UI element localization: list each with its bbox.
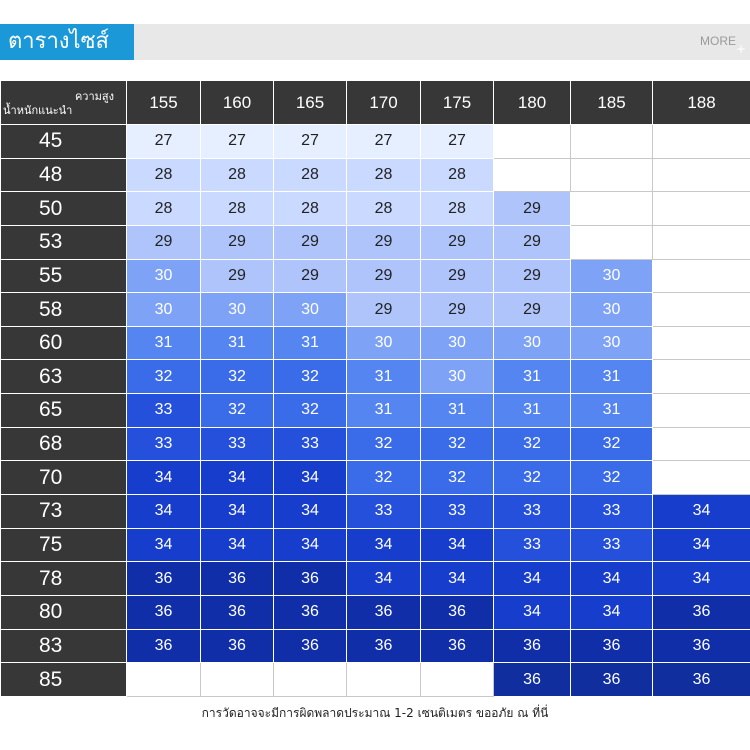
empty-cell: [653, 360, 750, 394]
table-row: [1, 192, 750, 226]
plus-icon[interactable]: +: [735, 42, 747, 56]
page-title: ตารางไซส์: [0, 24, 134, 60]
size-cell: 32: [421, 427, 494, 461]
size-cell: 34: [347, 528, 421, 562]
size-cell: 31: [421, 394, 494, 428]
size-cell: 33: [274, 427, 347, 461]
size-cell: 34: [494, 562, 571, 596]
size-cell: 34: [653, 495, 750, 529]
size-cell: 33: [571, 528, 653, 562]
size-cell: 29: [347, 259, 421, 293]
weight-cell: 53: [1, 225, 127, 259]
weight-cell: 48: [1, 158, 127, 192]
size-cell: 36: [347, 629, 421, 663]
size-cell: 34: [201, 528, 274, 562]
size-cell: 29: [274, 259, 347, 293]
weight-cell: 55: [1, 259, 127, 293]
size-cell: 29: [127, 225, 201, 259]
size-cell: 32: [274, 394, 347, 428]
size-cell: 32: [274, 360, 347, 394]
table-row: [1, 562, 750, 596]
size-cell: 33: [494, 528, 571, 562]
size-cell: 34: [274, 495, 347, 529]
size-cell: 32: [347, 461, 421, 495]
weight-cell: 83: [1, 629, 127, 663]
weight-cell: 58: [1, 293, 127, 327]
size-cell: 36: [494, 663, 571, 697]
size-cell: 31: [494, 394, 571, 428]
table-row: [1, 427, 750, 461]
weight-cell: 70: [1, 461, 127, 495]
size-cell: 34: [571, 595, 653, 629]
size-cell: 30: [571, 326, 653, 360]
weight-cell: 85: [1, 663, 127, 697]
size-cell: 36: [201, 595, 274, 629]
size-cell: 36: [421, 595, 494, 629]
table-row: [1, 225, 750, 259]
empty-cell: [274, 663, 347, 697]
size-cell: 36: [127, 562, 201, 596]
size-cell: 27: [201, 125, 274, 159]
height-header: 185: [571, 81, 653, 125]
size-cell: 36: [347, 595, 421, 629]
size-cell: 36: [421, 629, 494, 663]
size-cell: 28: [421, 192, 494, 226]
height-header: 188: [653, 81, 750, 125]
size-cell: 34: [274, 461, 347, 495]
size-cell: 30: [571, 259, 653, 293]
empty-cell: [571, 125, 653, 159]
empty-cell: [127, 663, 201, 697]
size-cell: 31: [201, 326, 274, 360]
size-cell: 36: [274, 562, 347, 596]
size-cell: 36: [127, 595, 201, 629]
empty-cell: [653, 192, 750, 226]
more-link[interactable]: MORE: [700, 34, 736, 48]
size-cell: 30: [571, 293, 653, 327]
size-cell: 33: [347, 495, 421, 529]
size-cell: 36: [201, 562, 274, 596]
table-row: [1, 158, 750, 192]
size-cell: 29: [421, 259, 494, 293]
size-cell: 34: [347, 562, 421, 596]
empty-cell: [653, 225, 750, 259]
table-row: [1, 326, 750, 360]
size-cell: 29: [347, 225, 421, 259]
size-cell: 32: [347, 427, 421, 461]
size-cell: 36: [127, 629, 201, 663]
size-cell: 31: [274, 326, 347, 360]
table-row: [1, 595, 750, 629]
weight-cell: 63: [1, 360, 127, 394]
page-header: [0, 24, 750, 62]
size-cell: 30: [421, 360, 494, 394]
height-header: 175: [421, 81, 494, 125]
size-cell: 32: [127, 360, 201, 394]
size-cell: 32: [571, 427, 653, 461]
size-cell: 31: [494, 360, 571, 394]
table-row: [1, 360, 750, 394]
height-header: 160: [201, 81, 274, 125]
weight-cell: 73: [1, 495, 127, 529]
size-cell: 29: [494, 259, 571, 293]
size-cell: 29: [494, 293, 571, 327]
height-header-row: [1, 81, 750, 125]
table-row: [1, 629, 750, 663]
size-cell: 29: [494, 192, 571, 226]
size-cell: 30: [494, 326, 571, 360]
size-cell: 28: [201, 158, 274, 192]
size-cell: 36: [201, 629, 274, 663]
empty-cell: [571, 225, 653, 259]
weight-cell: 65: [1, 394, 127, 428]
size-cell: 29: [274, 225, 347, 259]
weight-axis-label: น้ำหนักแนะนำ: [3, 105, 73, 117]
empty-cell: [494, 158, 571, 192]
size-cell: 27: [127, 125, 201, 159]
size-cell: 34: [127, 528, 201, 562]
empty-cell: [653, 394, 750, 428]
size-cell: 30: [201, 293, 274, 327]
size-cell: 31: [347, 360, 421, 394]
empty-cell: [653, 259, 750, 293]
table-row: [1, 528, 750, 562]
size-cell: 28: [201, 192, 274, 226]
weight-cell: 68: [1, 427, 127, 461]
empty-cell: [571, 158, 653, 192]
weight-cell: 75: [1, 528, 127, 562]
empty-cell: [201, 663, 274, 697]
size-cell: 28: [347, 192, 421, 226]
size-cell: 33: [571, 495, 653, 529]
size-cell: 29: [201, 259, 274, 293]
size-cell: 33: [421, 495, 494, 529]
size-cell: 27: [421, 125, 494, 159]
size-cell: 29: [494, 225, 571, 259]
size-cell: 34: [274, 528, 347, 562]
size-cell: 27: [347, 125, 421, 159]
table-row: [1, 663, 750, 697]
size-cell: 34: [201, 461, 274, 495]
size-cell: 28: [274, 158, 347, 192]
empty-cell: [421, 663, 494, 697]
empty-cell: [653, 326, 750, 360]
table-row: [1, 394, 750, 428]
size-cell: 28: [274, 192, 347, 226]
size-cell: 30: [127, 259, 201, 293]
height-axis-label: ความสูง: [74, 91, 114, 103]
weight-cell: 45: [1, 125, 127, 159]
size-cell: 32: [571, 461, 653, 495]
size-cell: 36: [653, 629, 750, 663]
footnote: การวัดอาจจะมีการผิดพลาดประมาณ 1-2 เซนติเมตร ขออภัย ณ ที่นี่: [201, 706, 549, 720]
weight-cell: 50: [1, 192, 127, 226]
size-cell: 33: [127, 394, 201, 428]
size-cell: 28: [421, 158, 494, 192]
table-row: [1, 259, 750, 293]
height-header: 170: [347, 81, 421, 125]
size-cell: 36: [653, 595, 750, 629]
size-chart-table: [0, 80, 750, 697]
empty-cell: [347, 663, 421, 697]
size-cell: 30: [347, 326, 421, 360]
size-cell: 33: [127, 427, 201, 461]
size-cell: 32: [494, 461, 571, 495]
size-cell: 34: [494, 595, 571, 629]
height-header: 180: [494, 81, 571, 125]
size-cell: 28: [127, 158, 201, 192]
size-cell: 34: [127, 495, 201, 529]
table-row: [1, 293, 750, 327]
size-cell: 36: [653, 663, 750, 697]
empty-cell: [494, 125, 571, 159]
weight-cell: 80: [1, 595, 127, 629]
size-cell: 36: [571, 663, 653, 697]
size-cell: 31: [571, 394, 653, 428]
size-cell: 32: [421, 461, 494, 495]
size-cell: 30: [421, 326, 494, 360]
height-header: 155: [127, 81, 201, 125]
table-row: [1, 125, 750, 159]
weight-cell: 60: [1, 326, 127, 360]
weight-cell: 78: [1, 562, 127, 596]
empty-cell: [653, 427, 750, 461]
empty-cell: [653, 293, 750, 327]
size-cell: 34: [653, 562, 750, 596]
size-cell: 34: [571, 562, 653, 596]
size-cell: 28: [127, 192, 201, 226]
size-cell: 29: [421, 225, 494, 259]
size-cell: 30: [127, 293, 201, 327]
empty-cell: [653, 461, 750, 495]
size-cell: 36: [571, 629, 653, 663]
height-header: 165: [274, 81, 347, 125]
size-cell: 33: [494, 495, 571, 529]
size-cell: 34: [653, 528, 750, 562]
size-cell: 36: [274, 629, 347, 663]
size-cell: 34: [201, 495, 274, 529]
size-cell: 32: [201, 360, 274, 394]
size-cell: 28: [347, 158, 421, 192]
empty-cell: [571, 192, 653, 226]
size-cell: 34: [421, 562, 494, 596]
table-row: [1, 461, 750, 495]
size-cell: 32: [201, 394, 274, 428]
table-row: [1, 495, 750, 529]
size-cell: 36: [494, 629, 571, 663]
size-cell: 34: [421, 528, 494, 562]
empty-cell: [653, 158, 750, 192]
size-cell: 29: [201, 225, 274, 259]
size-cell: 29: [347, 293, 421, 327]
size-cell: 31: [571, 360, 653, 394]
corner-cell: [1, 81, 127, 125]
size-cell: 32: [494, 427, 571, 461]
size-cell: 36: [274, 595, 347, 629]
empty-cell: [653, 125, 750, 159]
size-cell: 27: [274, 125, 347, 159]
size-cell: 31: [347, 394, 421, 428]
size-cell: 30: [274, 293, 347, 327]
size-cell: 34: [127, 461, 201, 495]
size-cell: 31: [127, 326, 201, 360]
size-cell: 29: [421, 293, 494, 327]
size-cell: 33: [201, 427, 274, 461]
